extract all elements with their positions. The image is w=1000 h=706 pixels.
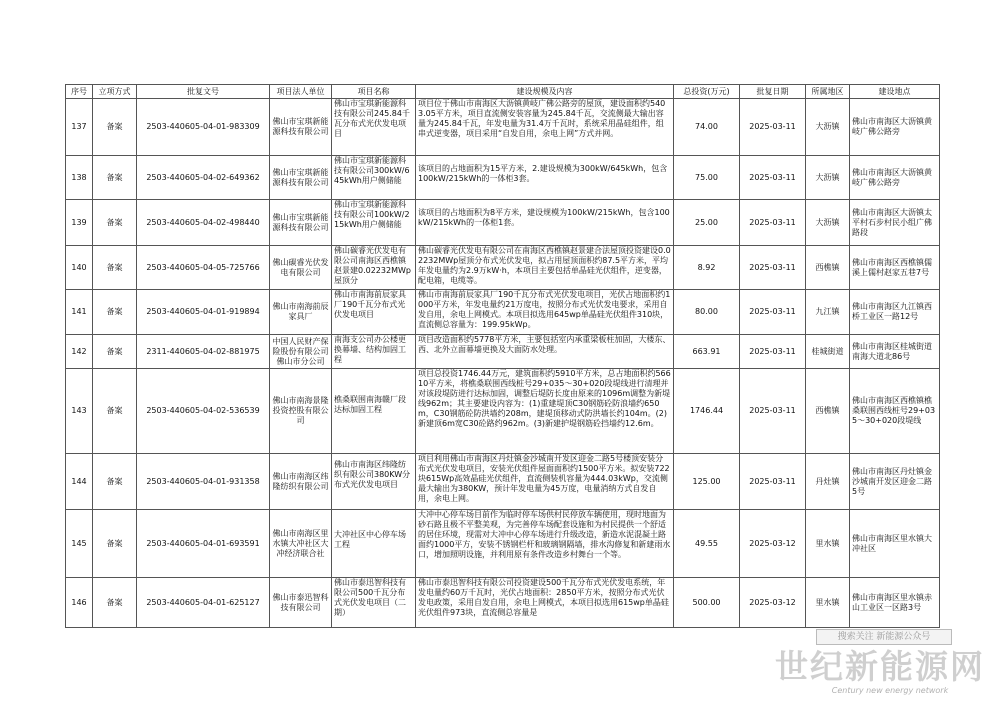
cell-date: 2025-03-12 <box>740 510 806 578</box>
cell-date: 2025-03-11 <box>740 200 806 246</box>
cell-area: 西樵镇 <box>806 246 850 290</box>
cell-site: 佛山市南海区桂城街道南海大道北86号 <box>850 335 940 369</box>
approval-table <box>65 84 940 628</box>
header-no: 序号 <box>66 85 93 99</box>
watermark-bar: 搜索关注 新能源公众号 <box>816 629 952 645</box>
cell-name <box>332 290 416 335</box>
cell-name-text: 佛山碳睿光伏发电有限公司南海区西樵镇赵景建0.02232MWp屋顶分 <box>334 246 411 285</box>
table-row <box>66 246 940 290</box>
cell-code: 2503-440605-04-01-983309 <box>137 99 270 156</box>
cell-method: 备案 <box>93 246 137 290</box>
cell-no: 142 <box>66 335 93 369</box>
cell-method: 备案 <box>93 335 137 369</box>
cell-no: 139 <box>66 200 93 246</box>
cell-name <box>332 369 416 454</box>
cell-invest: 663.91 <box>674 335 740 369</box>
cell-date: 2025-03-11 <box>740 156 806 200</box>
cell-code: 2503-440605-04-01-625127 <box>137 578 270 628</box>
cell-scale-text: 项目总投资1746.44万元，建筑面积约5910平方米，总占地面积约56610平方米，将樵桑联围西线桩号29+035～30+020段堤线进行清理并对该段堤防进行达标加固，调整后堤防长度由原来的1096m调整为新堤线962m；其主要建设内容为：(1)重建堤顶C30钢筋砼防浪墙约650m，C30钢筋砼防洪墙约208m，建堤顶移动式防洪墙长约104m。(2)新建顶6m宽C30砼路约962m。(3)新建护堤钢筋砼挡墙约12.6m。 <box>418 369 671 428</box>
cell-legal: 佛山市宝琪新能源科技有限公司 <box>270 156 332 200</box>
table-row <box>66 290 940 335</box>
table-row <box>66 156 940 200</box>
header-code: 批复文号 <box>137 85 270 99</box>
cell-no: 143 <box>66 369 93 454</box>
cell-scale-text: 佛山市南海前辰家具厂190千瓦分布式光伏发电项目，光伏占地面积约1000平方米，年发电量约21万度电，按照分布式光伏发电要求，采用自发自用，余电上网模式。本项目拟选用645wp单晶硅光伏组件310块，直流侧总容量为：199.95kWp。 <box>418 290 671 329</box>
cell-invest: 500.00 <box>674 578 740 628</box>
cell-scale-text: 佛山市泰迅智科技有限公司投资建设500千瓦分布式光伏发电系统，年发电量约60万千瓦时，光伏占地面积：2850平方米，按照分布式光伏发电政策，采用自发自用，余电上网模式，本项目拟选用615wp单晶硅光伏组件973块，直流侧总容量是 <box>418 578 669 617</box>
cell-date: 2025-03-11 <box>740 99 806 156</box>
header-scale: 建设规模及内容 <box>416 85 674 99</box>
cell-date: 2025-03-11 <box>740 369 806 454</box>
cell-no: 141 <box>66 290 93 335</box>
cell-area: 大沥镇 <box>806 99 850 156</box>
cell-no: 146 <box>66 578 93 628</box>
cell-name-text: 佛山市泰迅智科技有限公司500千瓦分布式光伏发电项目（二期） <box>334 578 406 617</box>
cell-name <box>332 200 416 246</box>
cell-name <box>332 335 416 369</box>
cell-legal: 佛山市宝琪新能源科技有限公司 <box>270 99 332 156</box>
cell-code: 2503-440605-04-02-536539 <box>137 369 270 454</box>
cell-date: 2025-03-12 <box>740 578 806 628</box>
cell-name-text: 大冲社区中心停车场工程 <box>334 530 406 549</box>
header-legal: 项目法人单位 <box>270 85 332 99</box>
cell-site: 佛山市南海区西樵镇樵桑联围西线桩号29+035～30+020段堤线 <box>850 369 940 454</box>
cell-date: 2025-03-11 <box>740 335 806 369</box>
table-row <box>66 510 940 578</box>
cell-no: 138 <box>66 156 93 200</box>
cell-name-text: 佛山市南海前辰家具厂190千瓦分布式光伏发电项目 <box>334 290 406 319</box>
cell-site: 佛山市南海区丹灶镇金沙城南开发区迎金二路5号 <box>850 454 940 510</box>
cell-no: 140 <box>66 246 93 290</box>
cell-date: 2025-03-11 <box>740 290 806 335</box>
cell-scale-text: 项目位于佛山市南海区大沥镇黄岐广佛公路旁的屋顶，建设面积约5403.05平方米，项目直流侧安装容量为245.84千瓦，交流侧最大输出容量为245.84千瓦，年发电量为31.4万千瓦时，系统采用晶硅组件，组串式逆变器，项目采用“自发自用，余电上网”方式并网。 <box>418 99 666 138</box>
cell-site: 佛山市南海区九江镇西桥工业区一路12号 <box>850 290 940 335</box>
table-row <box>66 200 940 246</box>
cell-date: 2025-03-11 <box>740 246 806 290</box>
cell-no: 145 <box>66 510 93 578</box>
cell-area: 桂城街道 <box>806 335 850 369</box>
watermark-subtitle: Century new energy network <box>831 686 949 695</box>
cell-legal: 佛山市南海前辰家具厂 <box>270 290 332 335</box>
cell-legal-text: 中国人民财产保险股份有限公司佛山市分公司 <box>272 336 329 366</box>
cell-name <box>332 578 416 628</box>
table-row <box>66 578 940 628</box>
cell-name <box>332 454 416 510</box>
cell-scale-text: 大冲中心停车场目前作为临时停车场供村民停放车辆使用，现时地面为砂石路且极不平整美观，为完善停车场配套设施和为村民提供一个舒适的居住环境，现需对大冲中心停车场进行升级改造，新造水泥混凝土路面约1000平方，安装不锈钢栏杆和玻璃钢隔墙，排水沟修复和新建雨水口，增加照明设施，并利用原有条件改造乡村舞台一个等。 <box>418 510 671 559</box>
cell-invest: 80.00 <box>674 290 740 335</box>
table-row <box>66 335 940 369</box>
cell-site: 佛山市南海区里水镇赤山工业区一区路3号 <box>850 578 940 628</box>
cell-area: 大沥镇 <box>806 200 850 246</box>
cell-method: 备案 <box>93 200 137 246</box>
cell-scale-text: 项目改造面积约5778平方米，主要包括室内承重梁板柱加固，大楼东、西、北外立面幕墙更换及大面防水处理。 <box>418 335 671 354</box>
header-method: 立项方式 <box>93 85 137 99</box>
header-site: 建设地点 <box>850 85 940 99</box>
cell-name <box>332 156 416 200</box>
cell-legal <box>270 335 332 369</box>
cell-method: 备案 <box>93 156 137 200</box>
cell-scale <box>416 290 674 335</box>
cell-invest: 75.00 <box>674 156 740 200</box>
cell-scale <box>416 246 674 290</box>
cell-area: 里水镇 <box>806 578 850 628</box>
cell-method: 备案 <box>93 454 137 510</box>
table-header-row <box>66 85 940 99</box>
cell-scale-text: 项目利用佛山市南海区丹灶镇金沙城南开发区迎金二路5号楼顶安装分布式光伏发电项目，安装光伏组件屋面面积约1500平方米。拟安装722块615Wp高效晶硅光伏组件，直流侧装机容量为444.03kWp，交流侧最大输出为380KW，预计年发电量为45万度，电量消纳方式自发自用，余电上网。 <box>418 454 670 503</box>
table-row <box>66 99 940 156</box>
cell-scale-text: 该项目的占地面积为15平方米，2.建设规模为300kW/645kWh，包含100kW/215kWh的一体柜3套。 <box>418 164 668 183</box>
cell-site: 佛山市南海区大沥镇太平村石步村民小组广佛路段 <box>850 200 940 246</box>
cell-name <box>332 246 416 290</box>
cell-scale <box>416 454 674 510</box>
cell-scale <box>416 156 674 200</box>
cell-legal: 佛山市南海景隆投资控股有限公司 <box>270 369 332 454</box>
cell-area: 西樵镇 <box>806 369 850 454</box>
cell-legal: 佛山市宝琪新能源科技有限公司 <box>270 200 332 246</box>
header-name: 项目名称 <box>332 85 416 99</box>
cell-area: 里水镇 <box>806 510 850 578</box>
cell-invest: 49.55 <box>674 510 740 578</box>
cell-invest: 8.92 <box>674 246 740 290</box>
cell-name <box>332 99 416 156</box>
cell-name-text: 佛山市宝琪新能源科技有限公司300kW/645kWh用户侧储能 <box>334 156 410 185</box>
cell-legal: 佛山市泰迅智科技有限公司 <box>270 578 332 628</box>
cell-method: 备案 <box>93 99 137 156</box>
cell-site: 佛山市南海区大沥镇黄岐广佛公路旁 <box>850 156 940 200</box>
header-date: 批复日期 <box>740 85 806 99</box>
cell-name-text: 南海支公司办公楼更换幕墙、结构加固工程 <box>334 335 406 364</box>
cell-code: 2503-440605-04-02-498440 <box>137 200 270 246</box>
cell-legal: 佛山市南海区纬隆纺织有限公司 <box>270 454 332 510</box>
cell-invest: 25.00 <box>674 200 740 246</box>
cell-scale <box>416 510 674 578</box>
cell-area: 九江镇 <box>806 290 850 335</box>
cell-code: 2503-440605-04-05-725766 <box>137 246 270 290</box>
cell-scale <box>416 335 674 369</box>
cell-scale <box>416 369 674 454</box>
cell-site: 佛山市南海区大沥镇黄岐广佛公路旁 <box>850 99 940 156</box>
cell-legal: 佛山碳睿光伏发电有限公司 <box>270 246 332 290</box>
cell-site: 佛山市南海区西樵镇儒溪上儒村赵家五巷7号 <box>850 246 940 290</box>
cell-name-text: 佛山市宝琪新能源科技有限公司245.84千瓦分布式光伏发电项目 <box>334 99 410 138</box>
cell-scale <box>416 200 674 246</box>
cell-scale-text: 佛山碳睿光伏发电有限公司在南海区西樵镇赵景建合法屋顶投资建设0.02232MWp屋顶分布式光伏发电，拟占用屋顶面积约87.5平方米，平均年发电量约为2.9万kW·h，本项目主要包括单晶硅光伏组件，逆变器，配电箱，电缆等。 <box>418 246 671 285</box>
cell-code: 2503-440605-04-01-693591 <box>137 510 270 578</box>
cell-area: 丹灶镇 <box>806 454 850 510</box>
cell-method: 备案 <box>93 290 137 335</box>
watermark-logo-text: 世纪新能源网 <box>775 647 985 686</box>
cell-code: 2311-440605-04-02-881975 <box>137 335 270 369</box>
header-area: 所属地区 <box>806 85 850 99</box>
cell-method: 备案 <box>93 578 137 628</box>
cell-name <box>332 510 416 578</box>
cell-name-text: 佛山市南海区纬隆纺织有限公司380KW分布式光伏发电项目 <box>334 460 411 489</box>
cell-site: 佛山市南海区里水镇大冲社区 <box>850 510 940 578</box>
cell-name-text: 樵桑联围南海赣厂段达标加固工程 <box>334 395 406 414</box>
cell-legal: 佛山市南海区里水镇大冲社区大冲经济联合社 <box>270 510 332 578</box>
cell-scale-text: 该项目的占地面积为8平方米，建设规模为100kW/215kWh，包含100kW/215kWh的一体柜1套。 <box>418 208 670 227</box>
cell-code: 2503-440605-04-01-919894 <box>137 290 270 335</box>
cell-method: 备案 <box>93 510 137 578</box>
cell-invest: 125.00 <box>674 454 740 510</box>
cell-code: 2503-440605-04-02-649362 <box>137 156 270 200</box>
cell-invest: 1746.44 <box>674 369 740 454</box>
cell-no: 144 <box>66 454 93 510</box>
table-row <box>66 454 940 510</box>
cell-code: 2503-440605-04-01-931358 <box>137 454 270 510</box>
cell-area: 大沥镇 <box>806 156 850 200</box>
cell-scale <box>416 578 674 628</box>
cell-name-text: 佛山市宝琪新能源科技有限公司100kW/215kWh用户侧储能 <box>334 200 410 229</box>
table-row <box>66 369 940 454</box>
cell-no: 137 <box>66 99 93 156</box>
cell-method: 备案 <box>93 369 137 454</box>
cell-invest: 74.00 <box>674 99 740 156</box>
cell-scale <box>416 99 674 156</box>
header-invest: 总投资(万元) <box>674 85 740 99</box>
cell-date: 2025-03-11 <box>740 454 806 510</box>
